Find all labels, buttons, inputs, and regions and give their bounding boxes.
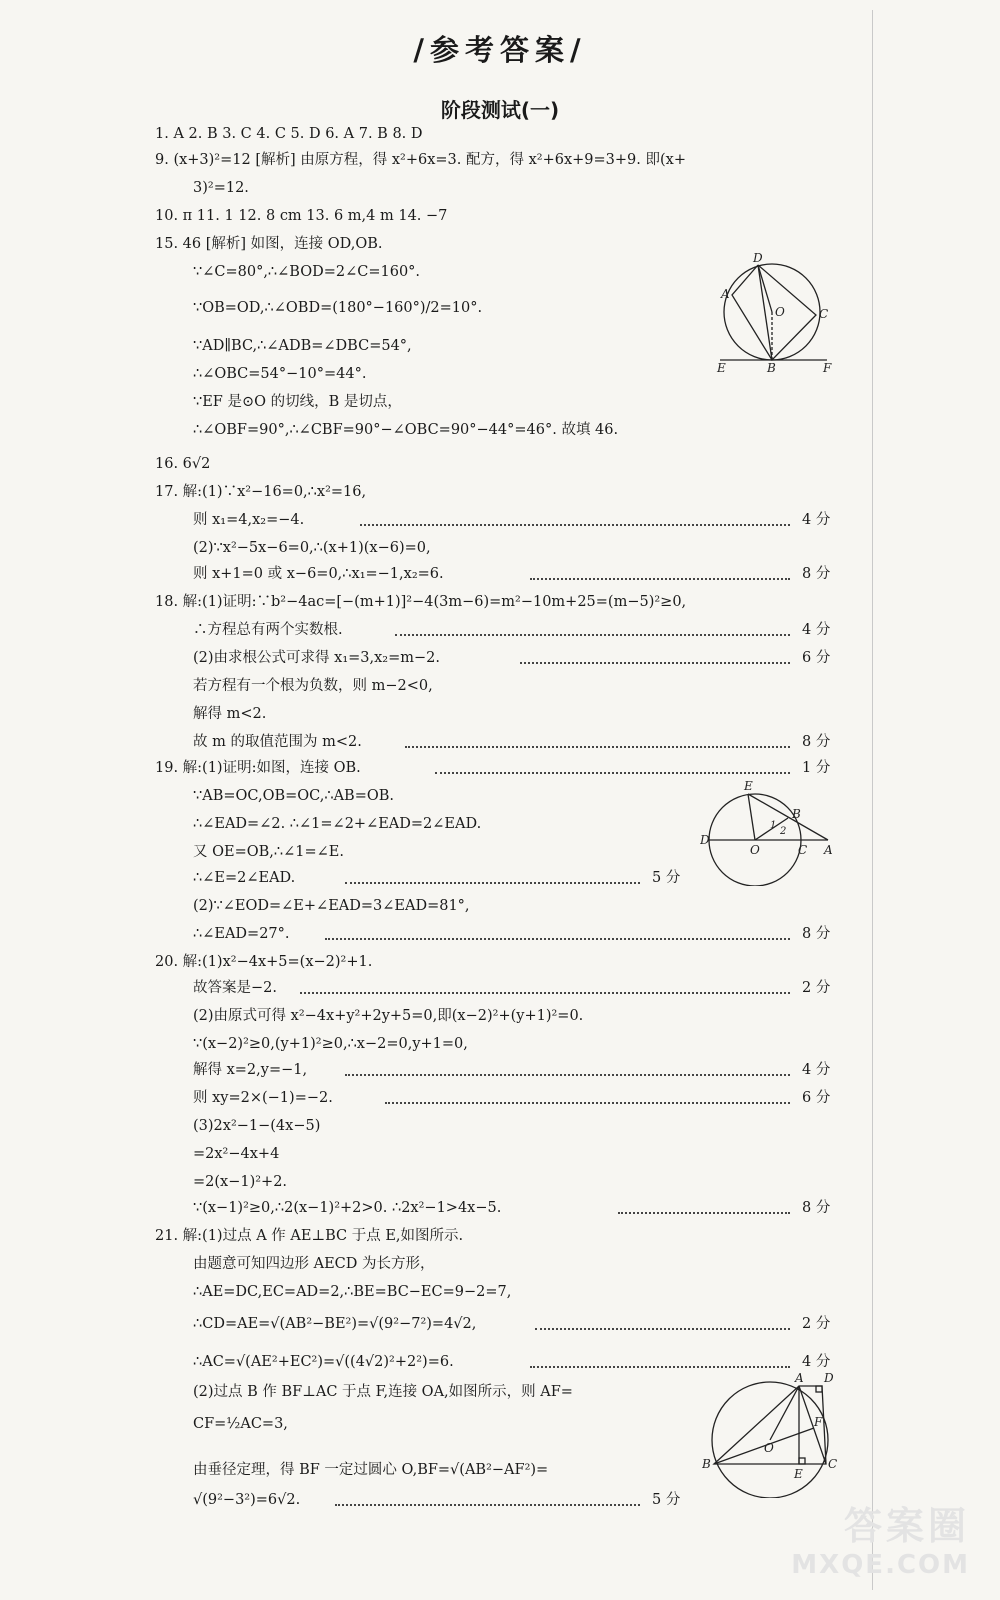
score-label: 6 分 xyxy=(802,650,831,666)
answer-line: ∵OB=OD,∴∠OBD=(180°−160°)/2=10°. xyxy=(193,300,483,316)
answer-line: 解得 m<2. xyxy=(193,706,267,722)
site-watermark xyxy=(791,1495,970,1580)
answer-line: ∴∠OBC=54°−10°=44°. xyxy=(193,366,367,382)
answer-line: ∴CD=AE=√(AB²−BE²)=√(9²−7²)=4√2, xyxy=(193,1316,477,1332)
circle-figure-21 xyxy=(702,1372,842,1498)
answer-line: 则 x+1=0 或 x−6=0,∴x₁=−1,x₂=6. xyxy=(193,566,444,582)
answer-line: 15. 46 [解析] 如图，连接 OD,OB. xyxy=(155,236,383,252)
score-label: 1 分 xyxy=(802,760,831,776)
fig-label: 1 xyxy=(770,820,777,831)
page-header-title: /参考答案/ xyxy=(413,33,587,67)
page-margin-rule xyxy=(872,10,873,1590)
fig-label: A xyxy=(824,843,833,857)
answer-line: (3)2x²−1−(4x−5) xyxy=(193,1118,321,1134)
answer-line: 解得 x=2,y=−1, xyxy=(193,1062,308,1078)
fig-label: E xyxy=(794,1467,803,1481)
score-label: 8 分 xyxy=(802,926,831,942)
dot-leader xyxy=(435,772,790,774)
fig-label: C xyxy=(828,1457,838,1471)
dot-leader xyxy=(530,1366,790,1368)
fig-label: E xyxy=(744,779,753,793)
score-label: 4 分 xyxy=(802,1354,831,1370)
fig-label: A xyxy=(795,1372,804,1385)
fig-label: B xyxy=(792,807,801,821)
answer-line: ∴AE=DC,EC=AD=2,∴BE=BC−EC=9−2=7, xyxy=(193,1284,512,1300)
answer-line: 19. 解:(1)证明:如图，连接 OB. xyxy=(155,760,361,776)
score-label: 2 分 xyxy=(802,1316,831,1332)
score-label: 4 分 xyxy=(802,622,831,638)
dot-leader xyxy=(345,1074,790,1076)
answer-line: 17. 解:(1)∵x²−16=0,∴x²=16, xyxy=(155,484,367,500)
fig-label: D xyxy=(753,251,763,265)
answer-line: 则 xy=2×(−1)=−2. xyxy=(193,1090,333,1106)
fig-label: E xyxy=(717,361,726,374)
answer-line: (2)由求根公式可求得 x₁=3,x₂=m−2. xyxy=(193,650,440,666)
answer-line: =2x²−4x+4 xyxy=(193,1146,280,1162)
dot-leader xyxy=(520,662,790,664)
answer-line: 20. 解:(1)x²−4x+5=(x−2)²+1. xyxy=(155,954,373,970)
answer-line: ∴方程总有两个实数根. xyxy=(193,622,343,638)
answer-line: 又 OE=OB,∴∠1=∠E. xyxy=(193,844,344,860)
dot-leader xyxy=(385,1102,790,1104)
fig-label: F xyxy=(814,1415,823,1429)
score-label: 5 分 xyxy=(652,870,681,886)
fig-label: F xyxy=(823,361,832,374)
answer-line: (2)∵∠EOD=∠E+∠EAD=3∠EAD=81°, xyxy=(193,898,470,914)
fig-label: C xyxy=(819,307,829,321)
section-title: 阶段测试(一) xyxy=(440,98,560,122)
score-label: 8 分 xyxy=(802,1200,831,1216)
circle-figure-19 xyxy=(700,778,840,886)
answer-line: 18. 解:(1)证明:∵b²−4ac=[−(m+1)]²−4(3m−6)=m²−10m+25=(m−5)²≥0, xyxy=(155,594,687,610)
answer-line: ∵(x−1)²≥0,∴2(x−1)²+2>0. ∴2x²−1>4x−5. xyxy=(193,1200,502,1216)
score-label: 2 分 xyxy=(802,980,831,996)
answer-line: 9. (x+3)²=12 [解析] 由原方程，得 x²+6x=3. 配方，得 x²+6x+9=3+9. 即(x+ xyxy=(155,152,686,168)
answer-line: (2)由原式可得 x²−4x+y²+2y+5=0,即(x−2)²+(y+1)²=0. xyxy=(193,1008,584,1024)
answer-line: ∵AD∥BC,∴∠ADB=∠DBC=54°, xyxy=(193,338,412,354)
watermark-line2: MXQE.COM xyxy=(791,1550,970,1580)
fig-label: B xyxy=(702,1457,711,1471)
answer-line: 由垂径定理，得 BF 一定过圆心 O,BF=√(AB²−AF²)= xyxy=(193,1462,549,1478)
fig-label: C xyxy=(798,843,808,857)
answer-line: √(9²−3²)=6√2. xyxy=(193,1492,301,1508)
answer-line: 3)²=12. xyxy=(193,180,249,196)
answer-line: 若方程有一个根为负数，则 m−2<0, xyxy=(193,678,433,694)
answer-line: ∵AB=OC,OB=OC,∴AB=OB. xyxy=(193,788,394,804)
dot-leader xyxy=(345,882,640,884)
answer-line: 则 x₁=4,x₂=−4. xyxy=(193,512,305,528)
dot-leader xyxy=(395,634,790,636)
answer-line: 16. 6√2 xyxy=(155,456,211,472)
fig-label: O xyxy=(750,843,760,857)
answer-line: ∴AC=√(AE²+EC²)=√((4√2)²+2²)=6. xyxy=(193,1354,454,1370)
answer-line: ∴∠E=2∠EAD. xyxy=(193,870,296,886)
dot-leader xyxy=(535,1328,790,1330)
fig-label: D xyxy=(700,833,710,847)
fig-label: O xyxy=(775,305,785,319)
answer-line: 1. A 2. B 3. C 4. C 5. D 6. A 7. B 8. D xyxy=(155,126,423,142)
dot-leader xyxy=(405,746,790,748)
fig-label: B xyxy=(767,361,776,374)
circle-figure-15 xyxy=(715,250,835,374)
score-label: 4 分 xyxy=(802,512,831,528)
dot-leader xyxy=(618,1212,790,1214)
score-label: 5 分 xyxy=(652,1492,681,1508)
fig-label: 2 xyxy=(780,826,787,837)
dot-leader xyxy=(530,578,790,580)
fig-label: D xyxy=(824,1372,834,1385)
answer-line: 故答案是−2. xyxy=(193,980,277,996)
answer-line: ∵EF 是⊙O 的切线，B 是切点， xyxy=(193,394,402,410)
score-label: 8 分 xyxy=(802,566,831,582)
answer-line: (2)过点 B 作 BF⊥AC 于点 F,连接 OA,如图所示，则 AF= xyxy=(193,1384,573,1400)
answer-line: =2(x−1)²+2. xyxy=(193,1174,288,1190)
dot-leader xyxy=(325,938,790,940)
score-label: 8 分 xyxy=(802,734,831,750)
answer-line: (2)∵x²−5x−6=0,∴(x+1)(x−6)=0, xyxy=(193,540,431,556)
answer-line: CF=½AC=3, xyxy=(193,1416,288,1432)
answer-line: ∴∠EAD=27°. xyxy=(193,926,290,942)
answer-line: ∴∠OBF=90°,∴∠CBF=90°−∠OBC=90°−44°=46°. 故填 46. xyxy=(193,422,619,438)
score-label: 6 分 xyxy=(802,1090,831,1106)
score-label: 4 分 xyxy=(802,1062,831,1078)
dot-leader xyxy=(335,1504,640,1506)
watermark-line1: 答案圈 xyxy=(843,1504,970,1548)
dot-leader xyxy=(300,992,790,994)
answer-line: 由题意可知四边形 AECD 为长方形， xyxy=(193,1256,435,1272)
answer-line: ∵∠C=80°,∴∠BOD=2∠C=160°. xyxy=(193,264,421,280)
dot-leader xyxy=(360,524,790,526)
answer-line: 10. π 11. 1 12. 8 cm 13. 6 m,4 m 14. −7 xyxy=(155,208,448,224)
fig-label: A xyxy=(721,287,730,301)
answer-line: 21. 解:(1)过点 A 作 AE⊥BC 于点 E,如图所示. xyxy=(155,1228,464,1244)
answer-line: ∴∠EAD=∠2. ∴∠1=∠2+∠EAD=2∠EAD. xyxy=(193,816,482,832)
fig-label: O xyxy=(764,1441,774,1455)
answer-line: 故 m 的取值范围为 m<2. xyxy=(193,734,362,750)
answer-line: ∵(x−2)²≥0,(y+1)²≥0,∴x−2=0,y+1=0, xyxy=(193,1036,468,1052)
